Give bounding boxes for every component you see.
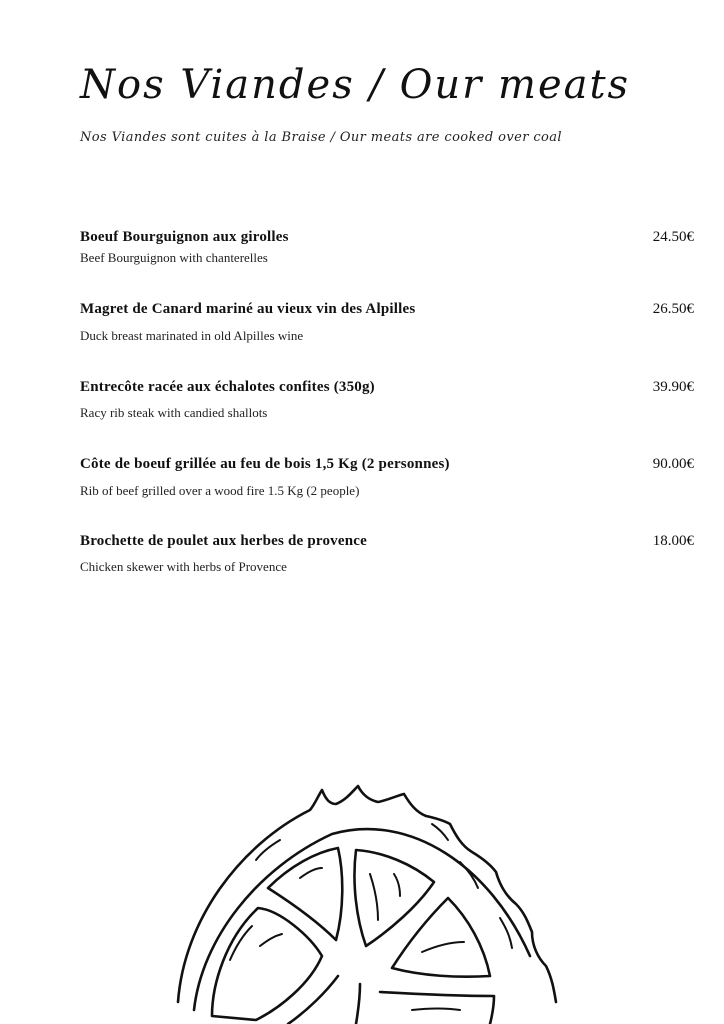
menu-item-name: Côte de boeuf grillée au feu de bois 1,5 Kg (2 personnes)	[80, 456, 450, 472]
menu-item-description: Racy rib steak with candied shallots	[80, 405, 268, 420]
menu-item-price: 39.90€	[652, 379, 694, 395]
menu-item-description: Rib of beef grilled over a wood fire 1.5 Kg (2 people)	[80, 483, 360, 498]
page-subtitle: Nos Viandes sont cuites à la Braise / Our meats are cooked over coal	[80, 130, 562, 145]
menu-item-boeuf-bourguignon	[80, 229, 694, 279]
menu-item-price: 26.50€	[652, 301, 694, 317]
menu-item-magret-de-canard	[80, 301, 694, 351]
menu-item-name: Magret de Canard mariné au vieux vin des Alpilles	[80, 301, 416, 317]
menu-item-description: Chicken skewer with herbs of Provence	[80, 559, 287, 574]
citrus-slice-icon	[160, 770, 580, 1024]
menu-item-price: 18.00€	[652, 533, 694, 549]
page-title: Nos Viandes / Our meats	[80, 62, 631, 108]
menu-item-price: 24.50€	[652, 229, 694, 245]
menu-item-cote-de-boeuf	[80, 456, 694, 506]
menu-item-description: Beef Bourguignon with chanterelles	[80, 250, 268, 265]
menu-item-name: Entrecôte racée aux échalotes confites (350g)	[80, 379, 375, 395]
menu-item-description: Duck breast marinated in old Alpilles wine	[80, 328, 304, 343]
menu-item-name: Brochette de poulet aux herbes de provence	[80, 533, 367, 549]
menu-item-price: 90.00€	[652, 456, 694, 472]
menu-item-entrecote	[80, 379, 694, 429]
menu-item-name: Boeuf Bourguignon aux girolles	[80, 229, 289, 245]
menu-item-brochette-de-poulet	[80, 533, 694, 583]
